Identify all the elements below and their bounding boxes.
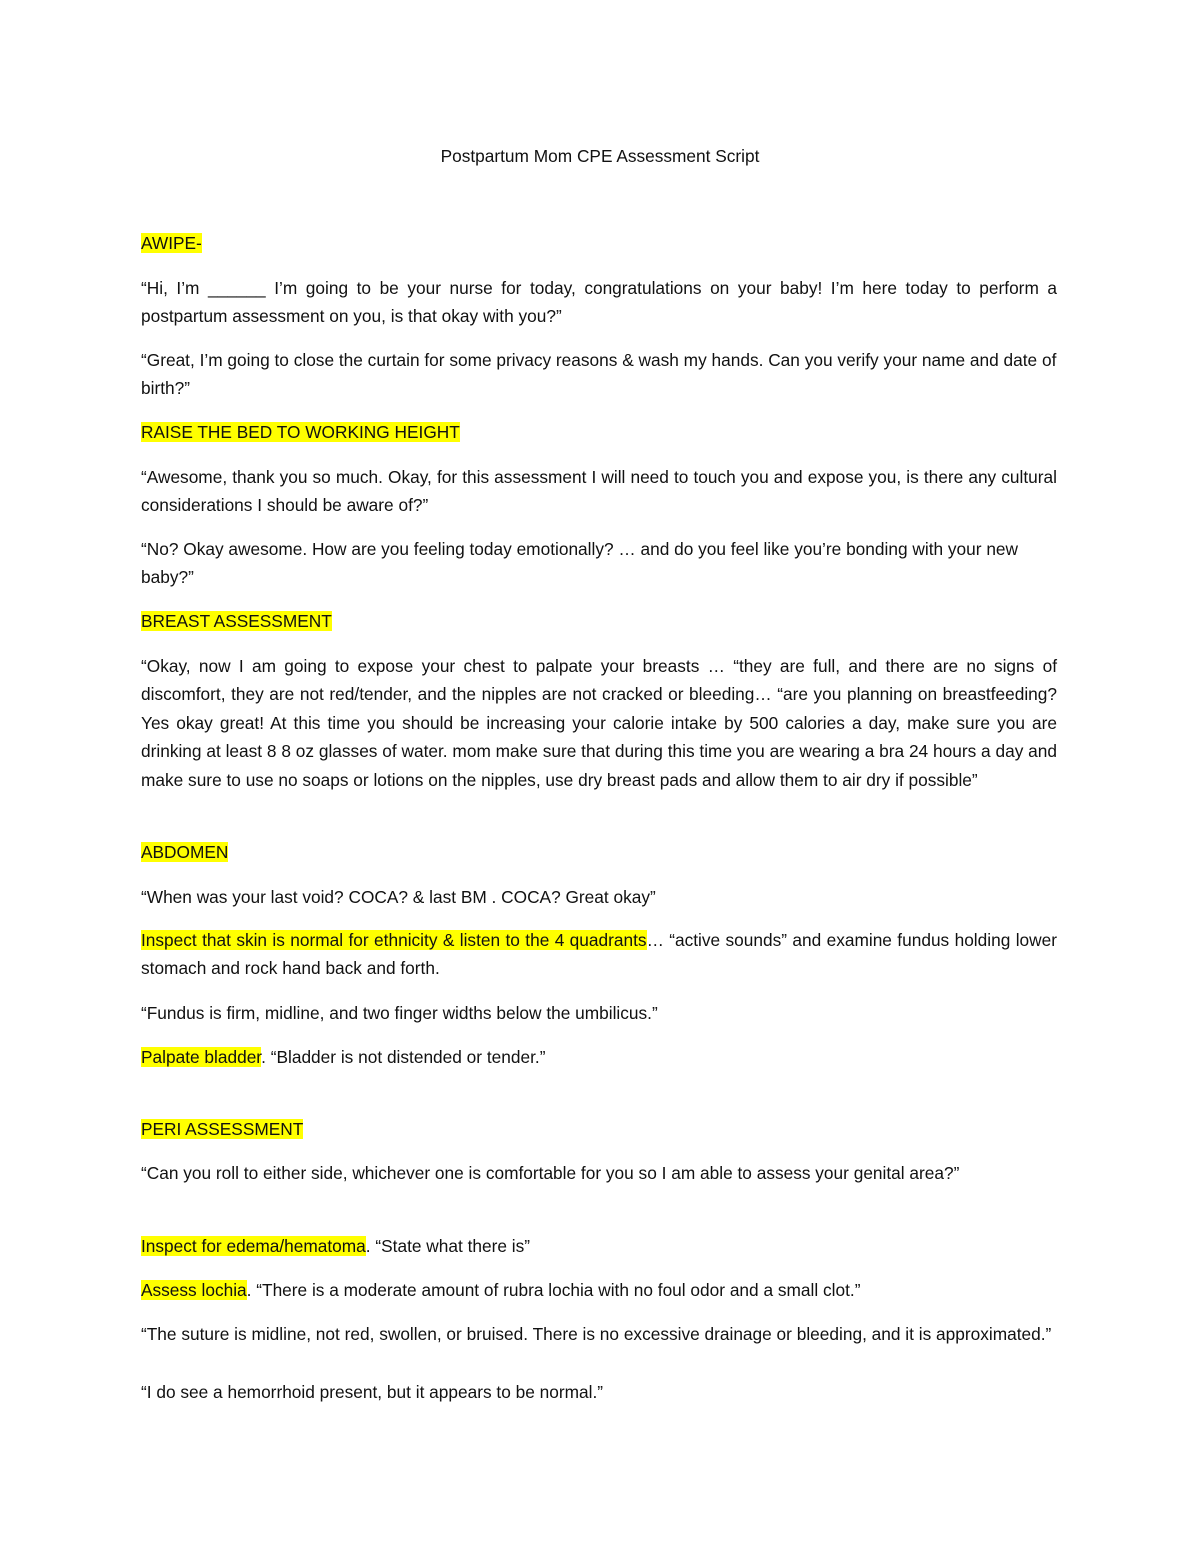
bed-heading-line [141, 418, 1057, 446]
abdomen-inspect-rest: … “active sounds” and examine fundus holding lower stomach and rock hand back and forth. [141, 930, 1057, 979]
breast-heading-line [141, 607, 1057, 635]
breast-script: “Okay, now I am going to expose your chest to palpate your breasts … “they are full, and there are no signs of discomfort, they are not red/tender, and the nipples are not cracked or bleeding… “are you planning on breastfeeding? Yes okay great! At this time you should be increasing your calorie intake by 500 calories a day, make sure you are drinking at least 8 8 oz glasses of water. mom make sure that during this time you are wearing a bra 24 hours a day and make sure to use no soaps or lotions on the nipples, use dry breast pads and allow them to air dry if possible” [141, 656, 1057, 790]
peri-heading: PERI ASSESSMENT [141, 1119, 304, 1139]
abdomen-fundus: “Fundus is firm, midline, and two finger widths below the umbilicus.” [141, 1003, 658, 1023]
peri-suture: “The suture is midline, not red, swollen, or bruised. There is no excessive drainage or bleeding, and it is approximated.” [141, 1324, 1052, 1344]
abdomen-bladder [141, 1043, 1057, 1071]
peri-lochia-highlight: Assess lochia [141, 1280, 247, 1300]
bed-consent: “Awesome, thank you so much. Okay, for this assessment I will need to touch you and expose you, is there any cultural considerations I should be aware of?” [141, 467, 1057, 516]
breast-heading: BREAST ASSESSMENT [141, 611, 332, 631]
peri-heading-line [141, 1115, 1057, 1143]
peri-hemorrhoid: “I do see a hemorrhoid present, but it appears to be normal.” [141, 1382, 604, 1402]
abdomen-heading-line [141, 838, 1057, 866]
abdomen-bladder-highlight: Palpate bladder [141, 1047, 262, 1067]
abdomen-inspect-highlight: Inspect that skin is normal for ethnicity & listen to the 4 quadrants [141, 930, 647, 950]
awipe-greeting: “Hi, I’m ______ I’m going to be your nurse for today, congratulations on your baby! I’m here today to perform a postpartum assessment on you, is that okay with you?” [141, 278, 1057, 327]
peri-edema-rest: . “State what there is” [365, 1236, 531, 1256]
peri-edema-highlight: Inspect for edema/hematoma [141, 1236, 366, 1256]
peri-roll: “Can you roll to either side, whichever one is comfortable for you so I am able to assess your genital area?” [141, 1163, 960, 1183]
awipe-heading-line [141, 229, 1057, 257]
peri-lochia-rest: . “There is a moderate amount of rubra lochia with no foul odor and a small clot.” [246, 1280, 861, 1300]
peri-lochia [141, 1276, 1057, 1304]
awipe-privacy: “Great, I’m going to close the curtain for some privacy reasons & wash my hands. Can you verify your name and date of birth?” [141, 350, 1057, 399]
abdomen-bladder-rest: . “Bladder is not distended or tender.” [261, 1047, 546, 1067]
abdomen-inspect [141, 926, 1057, 983]
abdomen-heading: ABDOMEN [141, 842, 229, 862]
bed-heading: RAISE THE BED TO WORKING HEIGHT [141, 422, 460, 442]
bed-emotional: “No? Okay awesome. How are you feeling today emotionally? … and do you feel like you’re bonding with your new baby?” [141, 539, 1019, 588]
peri-edema [141, 1232, 1057, 1260]
abdomen-void: “When was your last void? COCA? & last BM . COCA? Great okay” [141, 887, 656, 907]
document-title: Postpartum Mom CPE Assessment Script [440, 146, 760, 166]
awipe-heading: AWIPE- [141, 233, 202, 253]
